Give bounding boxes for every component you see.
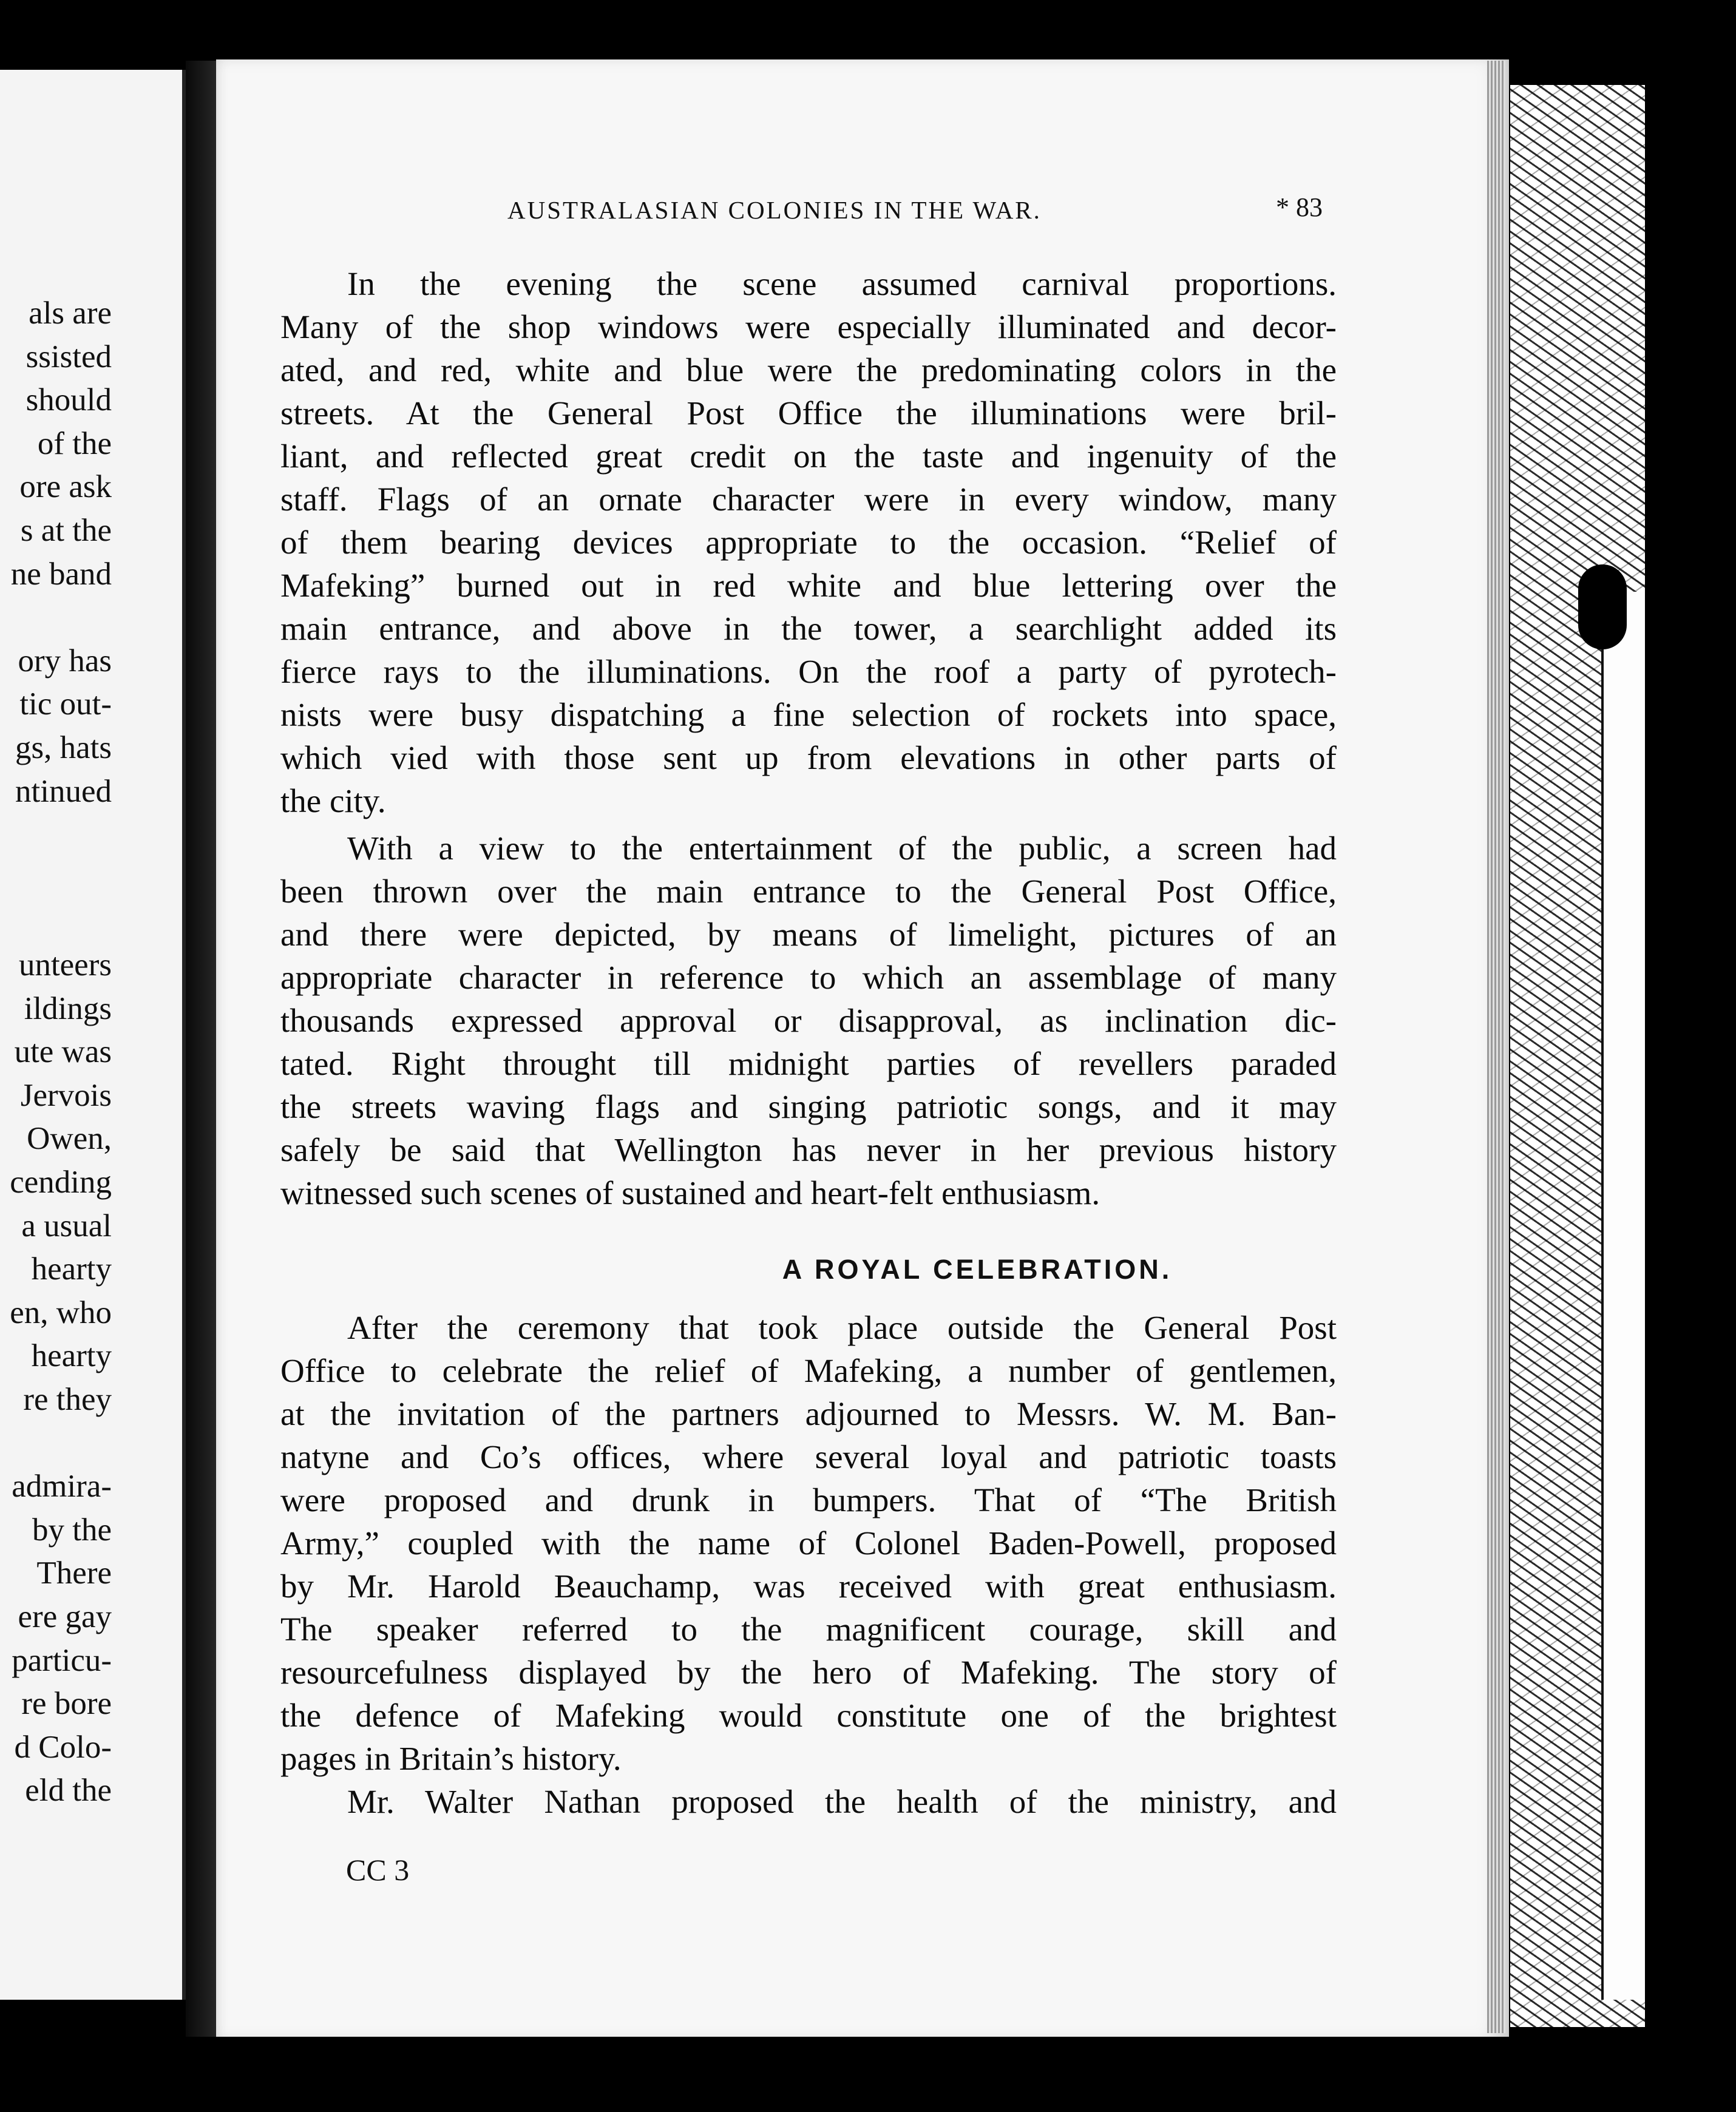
left-page-line: tic out-: [19, 686, 112, 722]
left-page-line: ildings: [24, 990, 112, 1026]
body-line: Many of the shop windows were especially illuminated and decor-: [280, 308, 1337, 345]
left-page-line: ne band: [10, 556, 112, 592]
body-line: the streets waving flags and singing patriotic songs, and it may: [280, 1088, 1337, 1125]
left-page-line: a usual: [21, 1208, 112, 1244]
left-page-line: eld the: [25, 1773, 112, 1809]
scan-border-top: [0, 0, 1736, 59]
left-page-line: Jervois: [20, 1077, 112, 1113]
left-page-line: particu-: [12, 1642, 112, 1678]
body-line: After the ceremony that took place outside the General Post: [347, 1309, 1337, 1346]
body-line: nists were busy dispatching a fine selection of rockets into space,: [280, 696, 1337, 733]
left-page-line: ntinued: [15, 773, 112, 809]
scan-border-right: [1645, 0, 1736, 2112]
body-line: of them bearing devices appropriate to the occasion. “Relief of: [280, 524, 1337, 561]
left-page-line: als are: [29, 296, 112, 331]
body-line: safely be said that Wellington has never in her previous history: [280, 1131, 1337, 1168]
left-page-fragment: [0, 70, 186, 2000]
left-page-line: admira-: [12, 1469, 112, 1504]
body-line: Army,” coupled with the name of Colonel Baden-Powell, proposed: [280, 1525, 1337, 1562]
page-number: * 83: [1276, 192, 1323, 222]
body-line: staff. Flags of an ornate character were in every window, many: [280, 481, 1337, 518]
left-page-line: unteers: [18, 947, 112, 983]
left-page-line: d Colo-: [14, 1729, 112, 1765]
bookmark-notch: [1578, 564, 1627, 649]
left-page-line: ore ask: [19, 469, 112, 505]
body-line: thousands expressed approval or disapproval, as inclination dic-: [280, 1002, 1337, 1039]
body-line: With a view to the entertainment of the public, a screen had: [347, 830, 1337, 867]
body-line: pages in Britain’s history.: [280, 1740, 622, 1777]
scan-border-bottom: [0, 2037, 1736, 2112]
body-line: Office to celebrate the relief of Mafeking, a number of gentlemen,: [280, 1352, 1337, 1389]
signature-mark: CC 3: [346, 1853, 410, 1887]
left-page-line: by the: [32, 1512, 112, 1548]
body-line: the city.: [280, 782, 386, 819]
body-line: tated. Right throught till midnight parties of revellers paraded: [280, 1045, 1337, 1082]
left-page-line: en, who: [10, 1295, 112, 1330]
left-page-line: re they: [23, 1382, 112, 1417]
body-line: were proposed and drunk in bumpers. That of “The British: [280, 1481, 1337, 1518]
body-line: Mr. Walter Nathan proposed the health of the ministry, and: [347, 1783, 1337, 1820]
body-line: In the evening the scene assumed carnival proportions.: [347, 265, 1337, 302]
body-line: been thrown over the main entrance to the General Post Office,: [280, 873, 1337, 910]
body-line: by Mr. Harold Beauchamp, was received with great enthusiasm.: [280, 1568, 1337, 1605]
page-edges: [1487, 61, 1505, 2033]
left-page-line: cending: [10, 1165, 112, 1200]
left-page-line: ere gay: [18, 1599, 112, 1634]
running-head: AUSTRALASIAN COLONIES IN THE WAR.: [507, 196, 1042, 224]
body-line: natyne and Co’s offices, where several loyal and patriotic toasts: [280, 1438, 1337, 1475]
left-page-line: Owen,: [27, 1121, 112, 1157]
left-page-line: hearty: [31, 1251, 112, 1287]
body-line: resourcefulness displayed by the hero of Mafeking. The story of: [280, 1654, 1337, 1691]
body-line: at the invitation of the partners adjourned to Messrs. W. M. Ban-: [280, 1395, 1337, 1432]
left-page-line: ute was: [14, 1034, 112, 1070]
left-page-line: of the: [37, 425, 112, 461]
left-page-line: re bore: [21, 1686, 112, 1722]
left-page-line: s at the: [20, 513, 112, 548]
left-page-line: hearty: [31, 1338, 112, 1374]
body-line: fierce rays to the illuminations. On the roof a party of pyrotech-: [280, 653, 1337, 690]
left-page-line: should: [25, 382, 112, 418]
left-page-line: ssisted: [25, 339, 112, 374]
body-line: appropriate character in reference to which an assemblage of many: [280, 959, 1337, 996]
body-line: and there were depicted, by means of limelight, pictures of an: [280, 916, 1337, 953]
body-line: which vied with those sent up from elevations in other parts of: [280, 739, 1337, 776]
body-line: main entrance, and above in the tower, a searchlight added its: [280, 610, 1337, 647]
body-line: witnessed such scenes of sustained and heart-felt enthusiasm.: [280, 1174, 1100, 1211]
left-page-line: gs, hats: [15, 730, 112, 765]
body-line: ated, and red, white and blue were the predominating colors in the: [280, 351, 1337, 388]
body-line: the defence of Mafeking would constitute one of the brightest: [280, 1697, 1337, 1734]
left-page-line: ory has: [18, 643, 112, 679]
body-line: The speaker referred to the magnificent courage, skill and: [280, 1611, 1337, 1648]
left-page-line: There: [36, 1555, 112, 1591]
body-line: liant, and reflected great credit on the taste and ingenuity of the: [280, 438, 1337, 475]
body-line: Mafeking” burned out in red white and blue lettering over the: [280, 567, 1337, 604]
section-heading: A ROYAL CELEBRATION.: [782, 1254, 1173, 1285]
body-line: streets. At the General Post Office the illuminations were bril-: [280, 394, 1337, 432]
